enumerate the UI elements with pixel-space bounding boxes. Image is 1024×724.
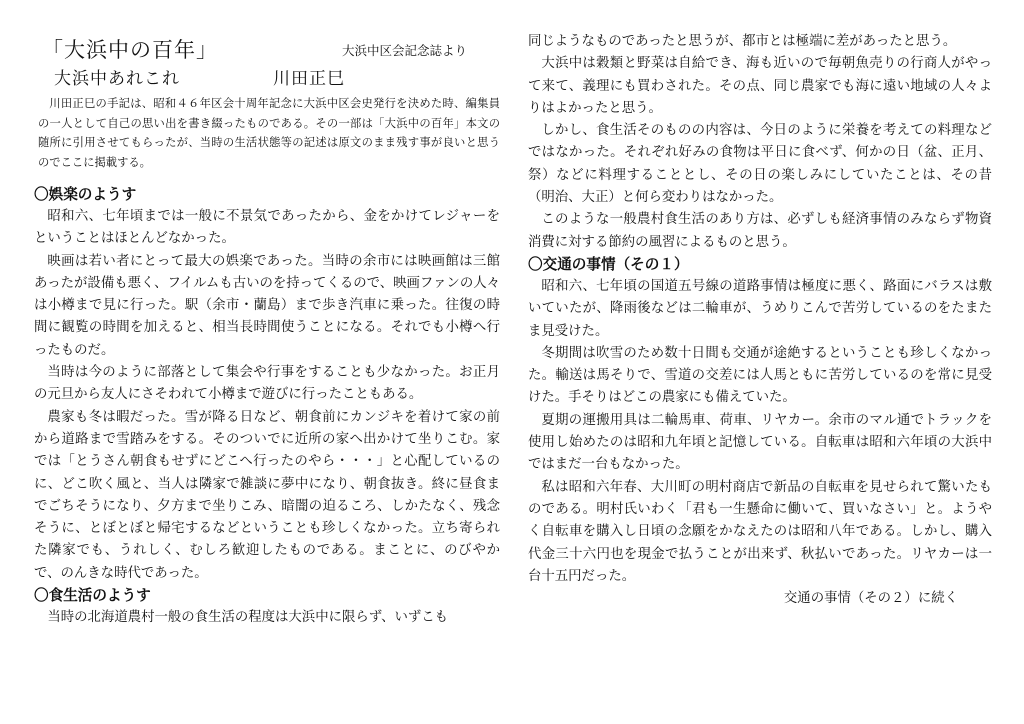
paragraph: 夏期の運搬用具は二輪馬車、荷車、リヤカー。余市のマル通でトラックを使用し始めたのは昭和九年頃と記憶している。自転車は昭和六年頃の大浜中ではまだ一台もなかった。	[528, 412, 992, 473]
paragraph: 当時は今のように部落として集会や行事をすることも少なかった。お正月の元旦から友人にさそわれて小樽まで遊びに行ったこともある。	[34, 365, 500, 403]
paragraph: しかし、食生活そのものの内容は、今日のように栄養を考えての料理などではなかった。それぞれ好みの食物は平日に食べず、何かの日（盆、正月、祭）などに料理することとし、その日の楽しみにしていたことは、その昔（明治、大正）と何ら変わりはなかった。	[528, 123, 992, 206]
paragraph: 農家も冬は暇だった。雪が降る日など、朝食前にカンジキを着けて家の前から道路まで雪踏みをする。そのついでに近所の家へ出かけて坐りこむ。家では「とうさん朝食もせずにどこへ行ったのやら・・・」と心配しているのに、どこ吹く風と、当人は隣家で雑談に夢中になり、朝食抜き。終に昼食までごちそうになり、夕方まで坐りこみ、暗闇の迫るころ、しかたなく、残念そうに、とぼとぼと帰宅するなどということも珍しくなかった。立ち寄られた隣家でも、うれしく、むしろ歓迎したものである。まことに、のびやかで、のんきな時代であった。	[34, 409, 500, 581]
paragraph: 映画は若い者にとって最大の娯楽であった。当時の余市には映画館は三館あったが設備も悪く、フイルムも古いのを持ってくるので、映画ファンの人々は小樽まで見に行った。駅（余市・蘭島）まで歩き汽車に乗った。往復の時間に観覧の時間を加えると、相当長時間使うことになる。それでも小樽へ行ったものだ。	[34, 253, 500, 358]
paragraph: 当時の北海道農村一般の食生活の程度は大浜中に限らず、いずこも	[47, 610, 449, 626]
paragraph-continuation: 同じようなものであったと思うが、都市とは極端に差があったと思う。	[528, 34, 957, 49]
paragraph: 昭和六、七年頃までは一般に不景気であったから、金をかけてレジャーをということはほとんどなかった。	[34, 209, 500, 247]
intro-paragraph: 川田正巳の手記は、昭和４６年区会十周年記念に大浜中区会史発行を決めた時、編集員の一人として自己の思い出を書き綴ったものである。その一部は「大浜中の百年」本文の随所に引用させてもらったが、当時の生活状態等の記述は原文のまま残す事が良いと思うのでここに掲載する。	[38, 97, 500, 169]
author-name: 川田正巳	[273, 69, 345, 89]
section-heading-entertainment: 〇娯楽のようす	[34, 186, 137, 203]
right-column	[528, 31, 992, 610]
document-title: 「大浜中の百年」	[42, 38, 218, 62]
section-heading-food: 〇食生活のようす	[34, 587, 151, 605]
title-row	[42, 34, 502, 64]
paragraph: 私は昭和六年春、大川町の明村商店で新品の自転車を見せられて驚いたものである。明村氏いわく「君も一生懸命に働いて、買いなさい」と。ようやく自転車を購入し日頃の念願をかなえたのは昭和八年である。しかし、購入代金三十六円也を現金で払うことが出来ず、秋払いであった。リヤカーは一台十五円だった。	[528, 479, 992, 584]
article-subtitle: 大浜中あれこれ	[54, 69, 180, 89]
left-column	[34, 184, 500, 629]
paragraph: 昭和六、七年頃の国道五号線の道路事情は極度に悪く、路面にバラスは敷いていたが、降雨後などは二輪車が、うめりこんで苦労しているのをたまたま見受けた。	[528, 278, 992, 339]
subtitle-row	[54, 64, 494, 92]
section-heading-transport: 〇交通の事情（その１）	[528, 255, 689, 273]
paragraph: このような一般農村食生活のあり方は、必ずしも経済事情のみならず物資消費に対する節約の風習によるものと思う。	[528, 212, 992, 250]
source-note: 大浜中区会記念誌より	[342, 43, 468, 58]
continued-note: 交通の事情（その２）に続く	[783, 591, 958, 607]
paragraph: 冬期間は吹雪のため数十日間も交通が途絶するということも珍しくなかった。輸送は馬そりで、雪道の交差には人馬ともに苦労しているのを常に見受けた。手そりはどこの農家にも備えていた。	[528, 345, 992, 406]
paragraph: 大浜中は穀類と野菜は自給でき、海も近いので毎朝魚売りの行商人がやって来て、義理にも買わされた。その点、同じ農家でも海に遠い地域の人々よりはよかったと思う。	[528, 56, 992, 116]
